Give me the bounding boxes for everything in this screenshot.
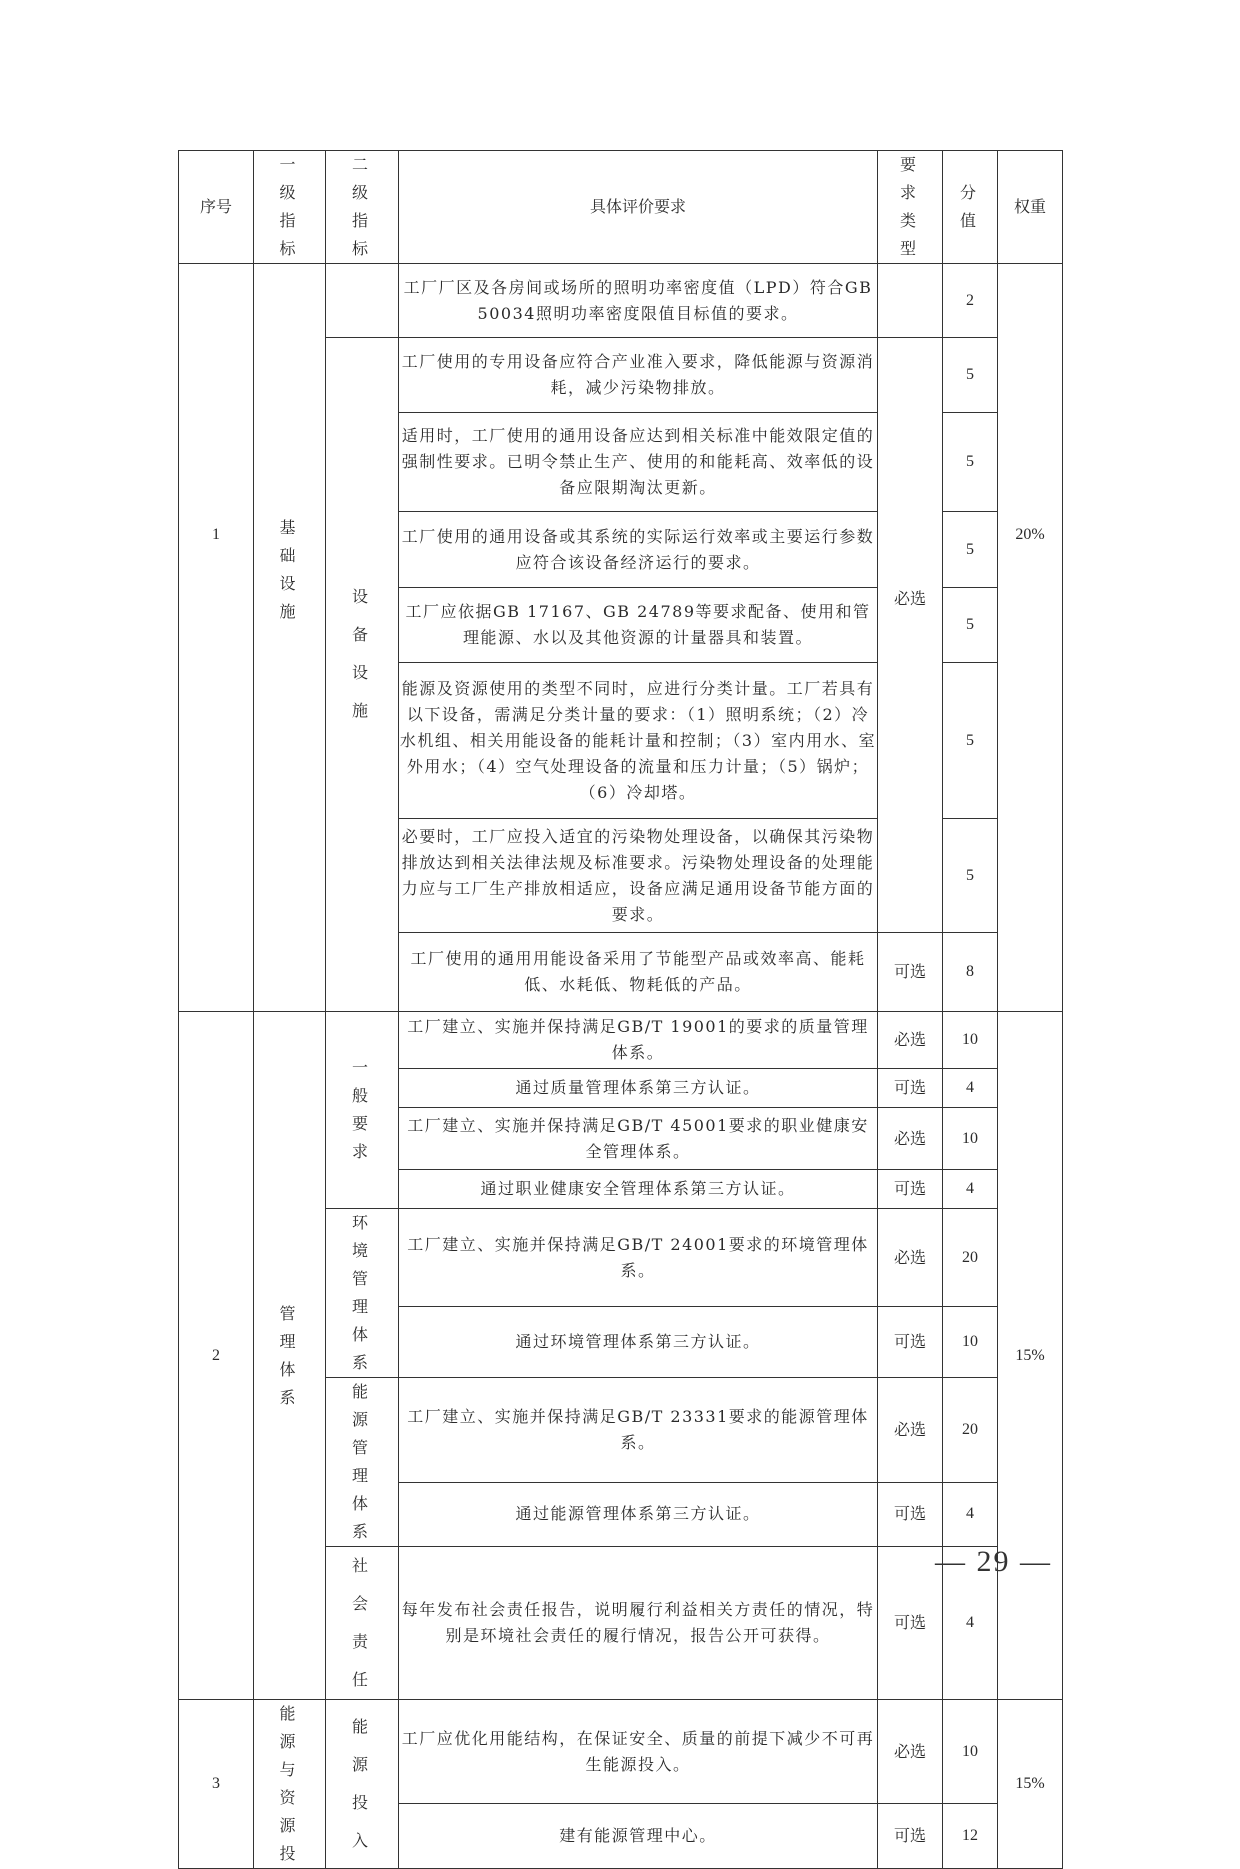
requirement-cell: 工厂应优化用能结构，在保证安全、质量的前提下减少不可再生能源投入。 — [399, 1700, 878, 1804]
type-cell: 必选 — [878, 1378, 943, 1483]
type-cell: 可选 — [878, 1170, 943, 1209]
score-cell: 10 — [943, 1108, 998, 1170]
header-requirement: 具体评价要求 — [399, 151, 878, 264]
level2-cell: 能源投入 — [326, 1700, 399, 1869]
score-cell: 12 — [943, 1804, 998, 1869]
section-weight: 20% — [998, 264, 1063, 1012]
score-cell: 5 — [943, 819, 998, 933]
requirement-cell: 工厂使用的通用用能设备采用了节能型产品或效率高、能耗低、水耗低、物耗低的产品。 — [399, 933, 878, 1012]
score-cell: 10 — [943, 1700, 998, 1804]
score-cell: 10 — [943, 1307, 998, 1378]
section-level1: 基础设施 — [254, 264, 326, 1012]
type-cell: 可选 — [878, 1307, 943, 1378]
score-cell: 5 — [943, 413, 998, 512]
requirement-cell: 能源及资源使用的类型不同时，应进行分类计量。工厂若具有以下设备，需满足分类计量的要求：（1）照明系统；（2）冷水机组、相关用能设备的能耗计量和控制；（3）室内用水、室外用水；（4）空气处理设备的流量和压力计量；（5）锅炉；（6）冷却塔。 — [399, 663, 878, 819]
type-cell: 必选 — [878, 1012, 943, 1069]
type-cell: 必选 — [878, 1209, 943, 1307]
type-cell: 必选 — [878, 1108, 943, 1170]
header-type: 要求类型 — [878, 151, 943, 264]
level2-cell: 能源管理体系 — [326, 1378, 399, 1547]
requirement-cell: 通过质量管理体系第三方认证。 — [399, 1069, 878, 1108]
requirement-cell: 必要时，工厂应投入适宜的污染物处理设备，以确保其污染物排放达到相关法律法规及标准要求。污染物处理设备的处理能力应与工厂生产排放相适应，设备应满足通用设备节能方面的要求。 — [399, 819, 878, 933]
requirement-cell: 每年发布社会责任报告，说明履行利益相关方责任的情况，特别是环境社会责任的履行情况，报告公开可获得。 — [399, 1547, 878, 1700]
requirement-cell: 工厂应依据GB 17167、GB 24789等要求配备、使用和管理能源、水以及其他资源的计量器具和装置。 — [399, 588, 878, 663]
section-weight: 15% — [998, 1012, 1063, 1700]
level2-cell: 环境管理体系 — [326, 1209, 399, 1378]
score-cell: 5 — [943, 663, 998, 819]
header-seq: 序号 — [179, 151, 254, 264]
section-seq: 3 — [179, 1700, 254, 1869]
table-row — [179, 1012, 1063, 1069]
level2-cell: 设备设施 — [326, 338, 399, 1012]
score-cell: 5 — [943, 338, 998, 413]
table-row — [179, 264, 1063, 338]
page-number: — 29 — — [935, 1545, 1052, 1578]
type-cell: 可选 — [878, 1804, 943, 1869]
requirement-cell: 通过能源管理体系第三方认证。 — [399, 1482, 878, 1546]
header-score: 分值 — [943, 151, 998, 264]
requirement-cell: 工厂建立、实施并保持满足GB/T 45001要求的职业健康安全管理体系。 — [399, 1108, 878, 1170]
requirement-cell: 工厂建立、实施并保持满足GB/T 23331要求的能源管理体系。 — [399, 1378, 878, 1483]
section-seq: 2 — [179, 1012, 254, 1700]
level2-cell: 一般要求 — [326, 1012, 399, 1209]
header-level2: 二级指标 — [326, 151, 399, 264]
type-cell: 必选 — [878, 338, 943, 933]
score-cell: 4 — [943, 1482, 998, 1546]
section-weight: 15% — [998, 1700, 1063, 1869]
score-cell: 2 — [943, 264, 998, 338]
score-cell: 4 — [943, 1170, 998, 1209]
level2-cell — [326, 264, 399, 338]
type-cell: 可选 — [878, 1547, 943, 1700]
type-cell: 可选 — [878, 1069, 943, 1108]
score-cell: 4 — [943, 1069, 998, 1108]
requirement-cell: 建有能源管理中心。 — [399, 1804, 878, 1869]
requirement-cell: 工厂使用的通用设备或其系统的实际运行效率或主要运行参数应符合该设备经济运行的要求。 — [399, 512, 878, 588]
header-level1: 一级指标 — [254, 151, 326, 264]
score-cell: 8 — [943, 933, 998, 1012]
score-cell: 4 — [943, 1547, 998, 1700]
requirement-cell: 适用时，工厂使用的通用设备应达到相关标准中能效限定值的强制性要求。已明令禁止生产、使用的和能耗高、效率低的设备应限期淘汰更新。 — [399, 413, 878, 512]
header-row — [179, 151, 1063, 264]
score-cell: 20 — [943, 1209, 998, 1307]
header-weight: 权重 — [998, 151, 1063, 264]
table-row — [179, 1700, 1063, 1804]
score-cell: 10 — [943, 1012, 998, 1069]
requirement-cell: 工厂厂区及各房间或场所的照明功率密度值（LPD）符合GB 50034照明功率密度限值目标值的要求。 — [399, 264, 878, 338]
section-level1: 能源与资源投 — [254, 1700, 326, 1869]
requirement-cell: 通过职业健康安全管理体系第三方认证。 — [399, 1170, 878, 1209]
score-cell: 5 — [943, 588, 998, 663]
type-cell: 可选 — [878, 1482, 943, 1546]
score-cell: 5 — [943, 512, 998, 588]
type-cell: 必选 — [878, 1700, 943, 1804]
type-cell — [878, 264, 943, 338]
level2-cell: 社会责任 — [326, 1547, 399, 1700]
evaluation-table — [178, 150, 1063, 1869]
section-level1: 管理体系 — [254, 1012, 326, 1700]
requirement-cell: 工厂建立、实施并保持满足GB/T 19001的要求的质量管理体系。 — [399, 1012, 878, 1069]
requirement-cell: 工厂建立、实施并保持满足GB/T 24001要求的环境管理体系。 — [399, 1209, 878, 1307]
requirement-cell: 通过环境管理体系第三方认证。 — [399, 1307, 878, 1378]
section-seq: 1 — [179, 264, 254, 1012]
requirement-cell: 工厂使用的专用设备应符合产业准入要求，降低能源与资源消耗，减少污染物排放。 — [399, 338, 878, 413]
type-cell: 可选 — [878, 933, 943, 1012]
score-cell: 20 — [943, 1378, 998, 1483]
